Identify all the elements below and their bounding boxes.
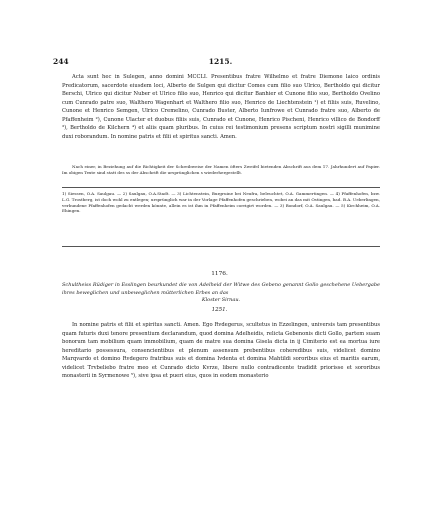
footnotes: 1) Siessen, O.A. Saulgau. — 2) Saulgau, O.A.Stadt. — 3) Lichtenstein, Burgruine bei Neufra, beleuchtet, O.A. Gammertingen. — 4) Pfaffenhofen, bzw. L.G. Trostberg, ist doch wohl zu entlegen; ursprünglich war in der Vorlage Pfaffenhofen geschrieben, wobei an das mit Ostingen, bad. B.A. Ueberlingen, verbundene Pfaffenhofen gedacht werden könnte, allein es ist ihm in Pfaffenheim corrigirt worden. — 3) Bondorf, O.A. Saulgau. — 5) Kirchheim, O.A. Ehingen. — [62, 191, 380, 214]
page-number: 244 — [53, 57, 69, 66]
charter-text-block: Acta sunt hec in Sulegen, anno domini MCCLI. Presentibus fratre Wilhelmo et fratre Diemone laico ordinis Predicatorum, sacerdote eiusdem loci, Alberto de Sulgen qui dicitur Comes cum filio suo Ulrico, Bertholdo qui dicitur Berschi, Ulrico qui dicitur Nuber et Ulrico filio suo, Henrico qui dicitur Banhier et Cunone filio suo, Bertholdo Ovelino cum Cunrado patre suo, Walthero Wagenhart et Walthero filio suo, Henrico de Liechtenstein ¹) et filiis suis, Ruvelino, Cunone et Henrico Semgen, Ulrico Cremelino, Cunrado Buster, Alberto Iunfrowe et Cunrado fratre suo, Alberto de Pfaffenheim ²), Cunone Ulacter et duobus filiis suis, Cunrado et Cunone, Henrico Pischeni, Henrico villico de Bondorff ³), Bertholdo de Kilchern ⁴) et aliis quam pluribus. In cuius rei testimonium presens scriptum nostri sigilli munimine duxi roborandum. In nomine patris et filii et spiritus sancti. Amen. — [62, 74, 380, 140]
page-header — [53, 57, 388, 67]
editorial-note: Nach einer, in Beziehung auf die Richtigkeit der Schreibweise der Namen öfters Zweifel bietenden Abschrift aus dem 17. Jahrhundert auf Papier. Im obigen Texte sind statt des ss der Abschrift die ursprünglichen s wiederhergestellt. — [62, 164, 380, 175]
header-year: 1215. — [208, 57, 233, 66]
charter-text-block-2: In nomine patris et filii et spiritus sancti. Amen. Ego Rvdegerus, scultetus in Ezzelingen, universis tam presentibus quam futuris duxi tenore presentium declarandum, quod domina Adelheidis, relicta Gebenonis dicti Gollo, partem suam bonorum tam mobilium quam immobilium, quam de matre sua domina Gisela dicta in ij Cimiterio est ea mortua iure hereditario possessura, consencientibus et plenum assensum prebentibus coheredibus suis, videlicet domino Marqvardo et domino Rvdegero fratribus suis et domina Ivdenta et domina Mahtildi sororibus eius et maritis earum, videlicet Trvbeliebo fratre meo et Cunrado dicto Kvrze, libere nullo contradicente tradidit priorisse et sororibus monasterii in Syrmenowe ⁵), sive ipsa et pueri eius, quos in eodem monasterio — [62, 322, 380, 379]
section-divider — [62, 246, 380, 247]
document-date: 1251. — [211, 307, 228, 313]
footnote-divider — [62, 187, 380, 188]
document-number: 1176. — [211, 271, 228, 277]
regest-text: Schultheiss Rüdiger in Esslingen beurkundet die von Adelheid der Witwe des Gebeno genannt Gollo geschehene Uebergabe ihres beweglichen und unbeweglichen mütterlichen Erbes an das — [62, 282, 380, 296]
regest-text-end: Kloster Sirnau. — [201, 297, 241, 303]
document-regest — [62, 282, 380, 305]
